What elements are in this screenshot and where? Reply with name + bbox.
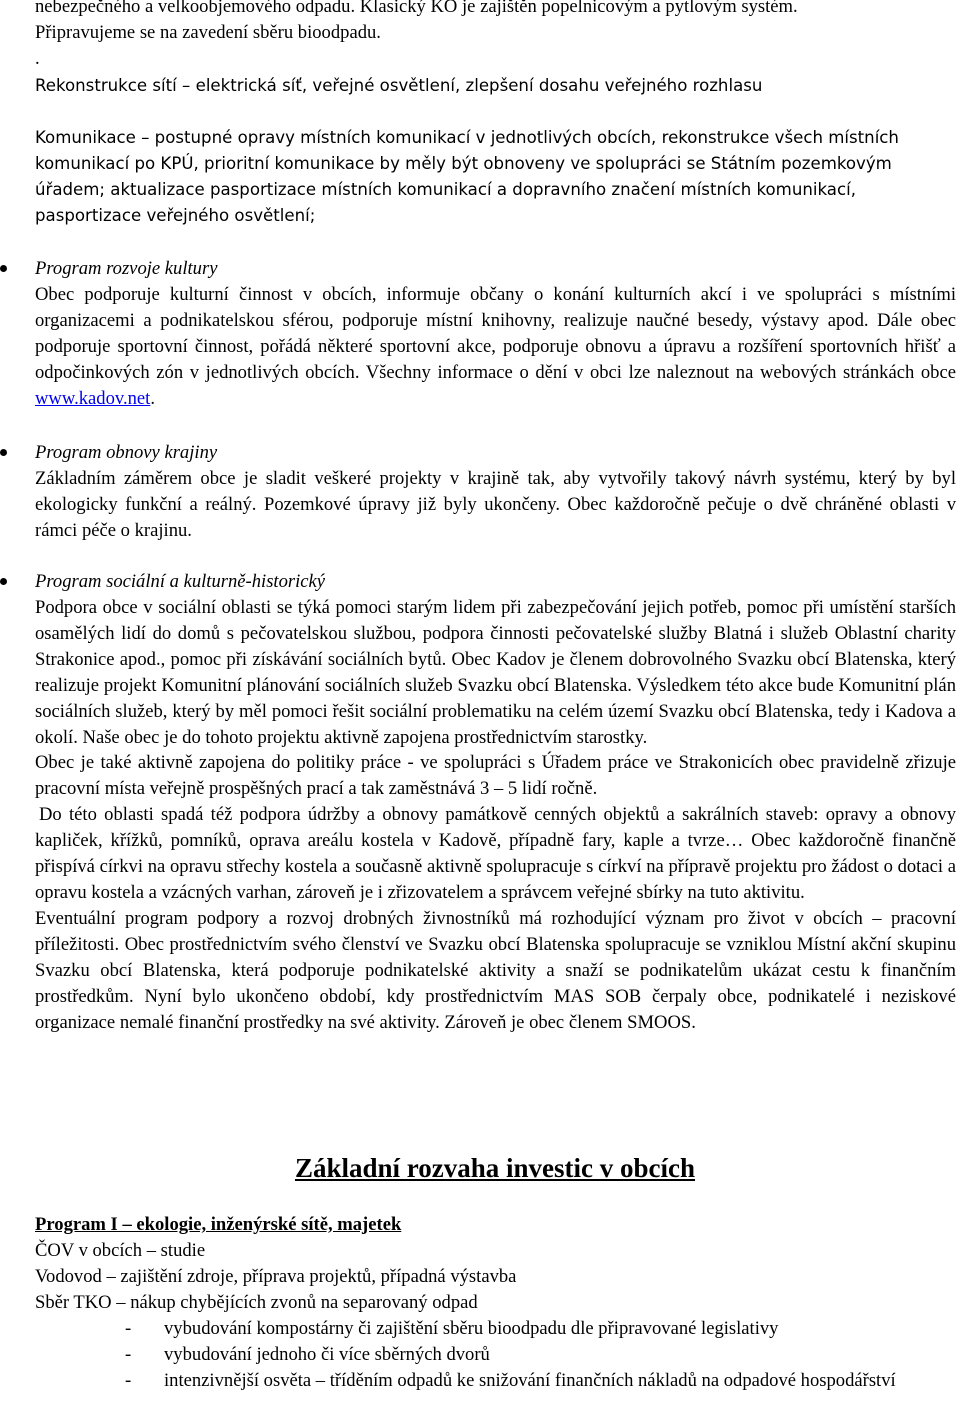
socialni-paragraph-1: Podpora obce v sociální oblasti se týká pomoci starým lidem při zabezpečování jejich potřeb, pomoc při umístění starších osamělých lidí do domů s pečovatelskou službou, podpora činnosti pečovatelské služby Blatná i služeb Oblastní charity Strakonice apod., pomoc při získávání sociálních bytů. Obec Kadov je členem dobrovolného Svazku obcí Blatenska, který realizuje projekt Komunitní plánování sociálních služeb Svazku obcí Blatenska. Výsledkem této akce bude Komunitní plán sociálních služeb, který by měl pomoci řešit sociální problematiku na celém území Svazku obcí Blatenska, tedy i Kadova a okolí. Naše obec je do tohoto projektu aktivně zapojena prostřednictvím starostky.: [35, 597, 956, 748]
socialni-paragraph-3: Do této oblasti spadá též podpora údržby a obnovy památkově cenných objektů a sakrálních staveb: opravy a obnovy kapliček, křížků, pomníků, oprava areálu kostela v Kadově, případně fary, kaple a tvrze… Obec každoročně finančně přispívá církvi na opravu střechy kostela a současně aktivně spolupracuje s církví na přípravě projektu pro žádost o dotaci a opravu kostela a vzácných varhan, zároveň je i zřizovatelem a správcem veřejné sbírky na tuto aktivitu.: [35, 804, 956, 903]
bullet-icon: [0, 265, 7, 272]
list-dash: -: [125, 1318, 132, 1339]
socialni-paragraph-2: Obec je také aktivně zapojena do politiky práce - ve spolupráci s Úřadem práce ve Strakonicích obec pravidelně zřizuje pracovní místa veřejně prospěšných prací a tak zaměstnává 3 – 5 lidí ročně.: [35, 752, 956, 800]
page-heading: Základní rozvaha investic v obcích: [294, 1153, 696, 1183]
section-text-krajina: Základním záměrem obce je sladit veškeré projekty v krajině tak, aby vytvořily takový návrh systému, který by byl ekologicky funkční a reálný. Pozemkové úpravy již byly ukončeny. Obec každoročně pečuje o dvě chráněné oblasti v rámci péče o krajinu.: [35, 468, 956, 541]
list-dash: -: [125, 1344, 132, 1365]
rekonstrukce-paragraph: Rekonstrukce sítí – elektrická síť, veřejné osvětlení, zlepšení dosahu veřejného rozhlasu: [35, 76, 763, 95]
section-title-kultura: Program rozvoje kultury: [35, 258, 218, 279]
program-1-title: Program I – ekologie, inženýrské sítě, majetek: [35, 1214, 402, 1235]
section-text-socialni: [35, 595, 956, 1035]
list-item-text: vybudování jednoho či více sběrných dvorů: [164, 1344, 490, 1365]
section-title-socialni: Program sociální a kulturně-historický: [35, 571, 326, 592]
program-1-line: Vodovod – zajištění zdroje, příprava projektů, případná výstavba: [35, 1266, 517, 1287]
website-link[interactable]: www.kadov.net: [35, 387, 151, 409]
bullet-icon: [0, 449, 7, 456]
kultura-end: .: [150, 387, 155, 409]
program-1-line: ČOV v obcích – studie: [35, 1240, 206, 1261]
bullet-icon: [0, 578, 7, 585]
section-text-kultura: [35, 282, 956, 412]
socialni-paragraph-4: Eventuální program podpory a rozvoj drobných živnostníků má rozhodující význam pro život v obcích – pracovní příležitosti. Obec prostřednictvím svého členství ve Svazku obcí Blatenska spolupracuje se vzniklou Místní akční skupinu Svazku obcí Blatenska, která podporuje podnikatelské aktivity a snaží se podnikatelům ukázat cestu k finančním prostředkům. Nyní bylo ukončeno období, kdy prostřednictvím MAS SOB čerpaly obce, podnikatelé i neziskové organizace nemalé finanční prostředky na své aktivity. Zároveň je obec členem SMOOS.: [35, 907, 956, 1033]
list-dash: -: [125, 1370, 132, 1391]
list-item-text: vybudování kompostárny či zajištění sběru bioodpadu dle připravované legislativy: [164, 1318, 779, 1339]
kultura-text: Obec podporuje kulturní činnost v obcích, informuje občany o konání kulturních akcí i ve spolupráci s místními organizacemi a podnikatelskou sférou, podporuje místní knihovny, realizuje naučné besedy, výstavy apod. Dále obec podporuje sportovní činnost, pořádá některé sportovní akce, podporuje obnovu a úpravu a rozšíření sportovních hřišť a odpočinkových zón v jednotlivých obcích. Všechny informace o dění v obci lze naleznout na webových stránkách obce: [35, 284, 956, 383]
section-title-krajina: Program obnovy krajiny: [35, 442, 218, 463]
list-item-text: intenzivnější osvěta – tříděním odpadů ke snižování finančních nákladů na odpadové hospodářství: [164, 1370, 896, 1391]
intro-paragraph: [35, 0, 956, 72]
intro-line-1: nebezpečného a velkoobjemového odpadu. Klasický KO je zajištěn popelnicovým a pytlovým systém.: [35, 0, 798, 17]
intro-line-2: Připravujeme se na zavedení sběru bioodpadu.: [35, 21, 381, 43]
intro-dot: .: [35, 47, 40, 69]
komunikace-paragraph: Komunikace – postupné opravy místních komunikací v jednotlivých obcích, rekonstrukce všech místních komunikací po KPÚ, prioritní komunikace by měly být obnoveny ve spolupráci se Státním pozemkovým úřadem; aktualizace pasportizace místních komunikací a dopravního značení místních komunikací, pasportizace veřejného osvětlení;: [35, 128, 899, 225]
program-1-line: Sběr TKO – nákup chybějících zvonů na separovaný odpad: [35, 1292, 478, 1313]
